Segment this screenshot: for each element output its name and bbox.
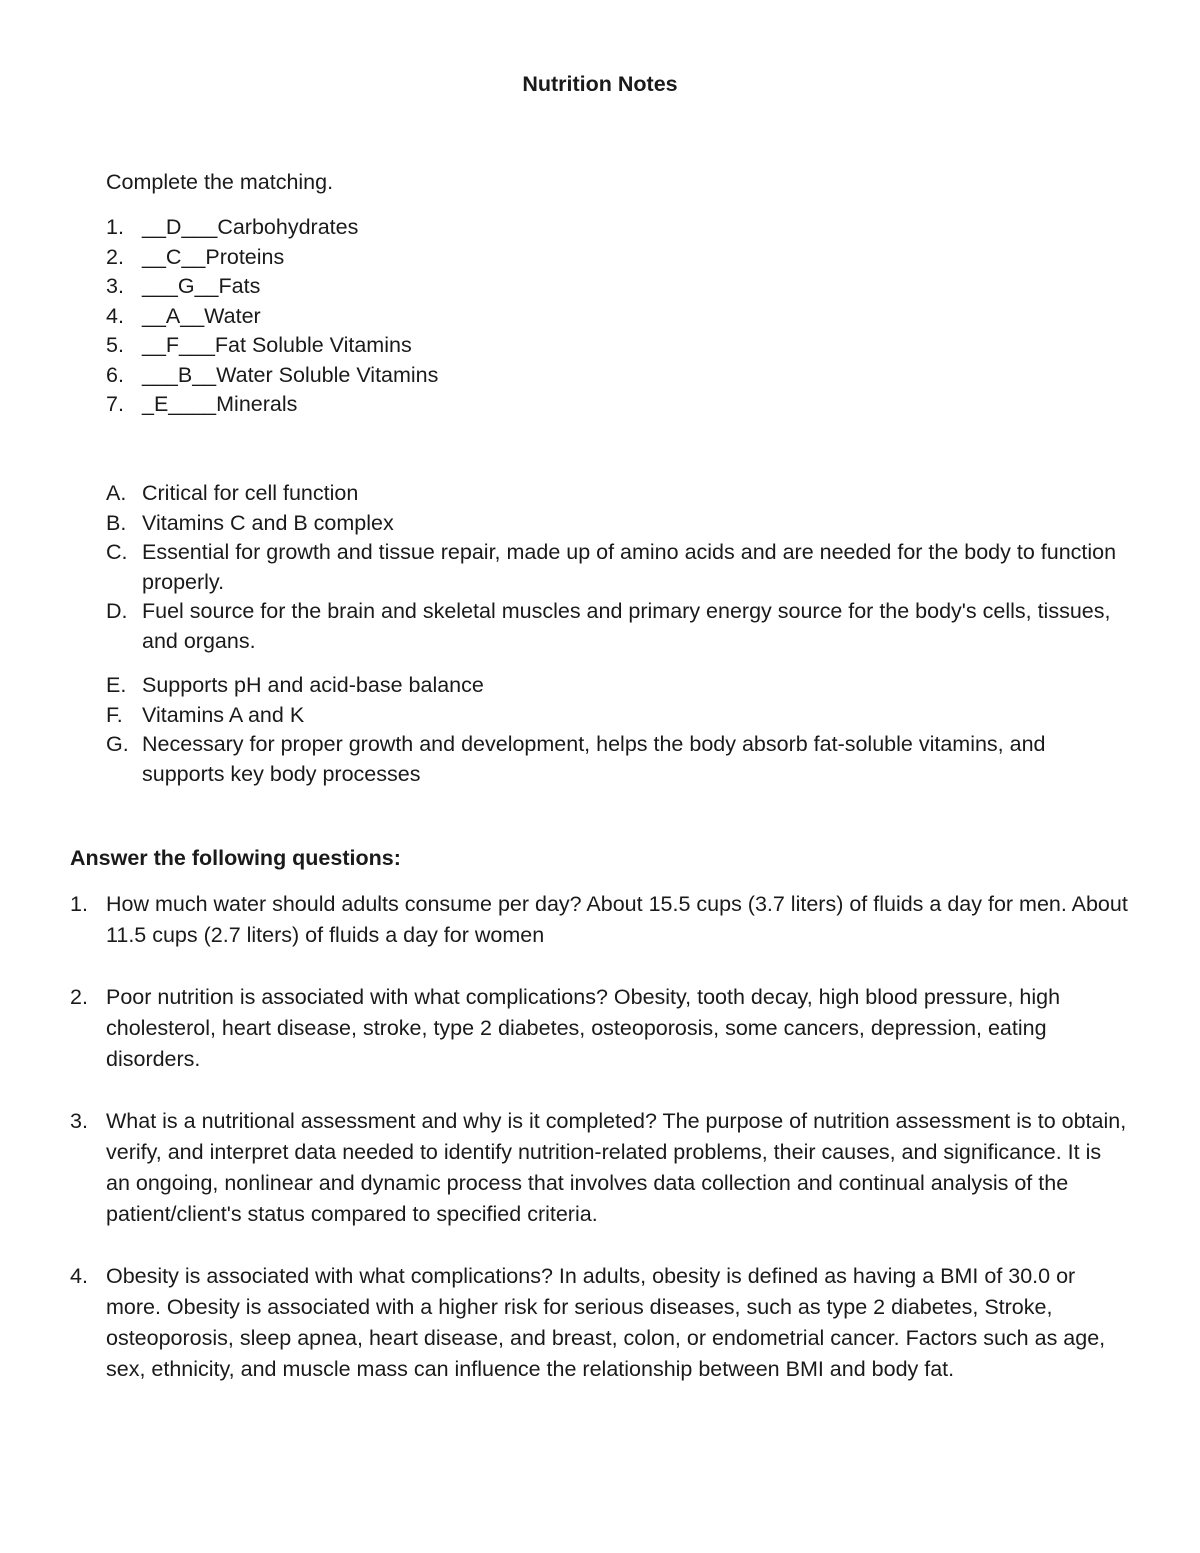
matching-instruction: Complete the matching. — [106, 170, 334, 194]
question-item — [70, 889, 1130, 951]
question-text: How much water should adults consume per day? About 15.5 cups (3.7 liters) of fluids a day for men. About 11.5 cups (2.7 liters) of fluids a day for women — [106, 892, 1128, 947]
item-text: ___G__Fats — [142, 274, 261, 298]
definition-letter: D. — [106, 599, 128, 623]
item-text: _E____Minerals — [142, 392, 298, 416]
page-title: Nutrition Notes — [522, 72, 678, 96]
definition-item — [106, 538, 1126, 597]
definition-item — [106, 701, 1126, 731]
matching-item — [106, 302, 438, 332]
definition-letter: F. — [106, 702, 123, 727]
definition-text: Vitamins C and B complex — [142, 510, 394, 535]
question-number: 4. — [70, 1264, 88, 1288]
question-text: What is a nutritional assessment and why is it completed? The purpose of nutrition assessment is to obtain, verify, and interpret data needed to identify nutrition-related problems, their causes, and significance. It is an ongoing, nonlinear and dynamic process that involves data collection and continual analysis of the patient/client's status compared to specified criteria. — [106, 1109, 1127, 1226]
question-number: 1. — [70, 892, 88, 916]
question-number: 3. — [70, 1109, 88, 1133]
definition-text: Fuel source for the brain and skeletal muscles and primary energy source for the body's cells, tissues, and organs. — [142, 599, 1111, 653]
definition-item — [106, 509, 1126, 539]
question-item — [70, 982, 1130, 1075]
matching-item — [106, 331, 438, 361]
definition-text: Necessary for proper growth and development, helps the body absorb fat-soluble vitamins, and supports key body processes — [142, 732, 1046, 786]
item-text: ___B__Water Soluble Vitamins — [142, 362, 439, 387]
item-number: 6. — [106, 362, 124, 387]
item-text: __C__Proteins — [142, 244, 285, 269]
definition-text: Critical for cell function — [142, 481, 359, 505]
definition-text: Vitamins A and K — [142, 702, 305, 727]
question-item — [70, 1106, 1130, 1230]
item-number: 2. — [106, 244, 124, 269]
item-text: __D___Carbohydrates — [142, 215, 359, 239]
question-text: Poor nutrition is associated with what complications? Obesity, tooth decay, high blood pressure, high cholesterol, heart disease, stroke, type 2 diabetes, osteoporosis, some cancers, depression, eating disorders. — [106, 985, 1061, 1071]
matching-list — [106, 213, 438, 420]
questions-heading: Answer the following questions: — [70, 846, 401, 870]
definition-letter: G. — [106, 732, 129, 756]
item-text: __A__Water — [142, 303, 261, 328]
definition-letter: E. — [106, 673, 127, 697]
item-text: __F___Fat Soluble Vitamins — [142, 333, 412, 357]
matching-item — [106, 213, 438, 243]
definition-item — [106, 479, 1126, 509]
definition-text: Essential for growth and tissue repair, made up of amino acids and are needed for the body to function properly. — [142, 540, 1117, 594]
matching-item — [106, 390, 438, 420]
definition-text: Supports pH and acid-base balance — [142, 673, 484, 697]
definitions-list — [106, 479, 1126, 789]
item-number: 7. — [106, 392, 124, 416]
question-item — [70, 1261, 1130, 1385]
questions-list — [70, 889, 1130, 1416]
definition-item — [106, 730, 1126, 789]
matching-item — [106, 361, 438, 391]
item-number: 1. — [106, 215, 124, 239]
question-text: Obesity is associated with what complications? In adults, obesity is defined as having a BMI of 30.0 or more. Obesity is associated with a higher risk for serious diseases, such as type 2 diabetes, Stroke, osteoporosis, sleep apnea, heart disease, and breast, colon, or endometrial cancer. Factors such as age, sex, ethnicity, and muscle mass can influence the relationship between BMI and body fat. — [106, 1264, 1106, 1381]
question-number: 2. — [70, 985, 88, 1009]
definition-letter: C. — [106, 540, 128, 564]
item-number: 5. — [106, 333, 124, 357]
definition-item — [106, 597, 1126, 656]
definition-letter: B. — [106, 510, 127, 535]
definition-item — [106, 671, 1126, 701]
matching-item — [106, 243, 438, 273]
definition-letter: A. — [106, 481, 127, 505]
item-number: 3. — [106, 274, 124, 298]
item-number: 4. — [106, 303, 124, 328]
matching-item — [106, 272, 438, 302]
